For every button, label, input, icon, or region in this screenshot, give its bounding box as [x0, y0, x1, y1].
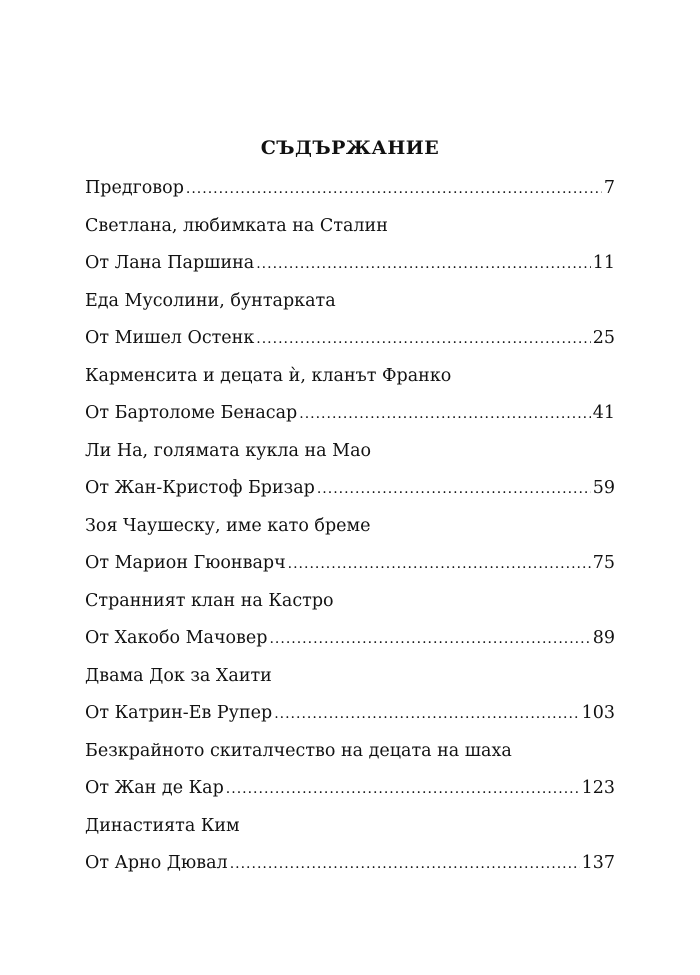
toc-entry-label: От Мишел Остенк	[85, 328, 255, 348]
toc-page-number: 103	[581, 703, 615, 723]
toc-page-number: 123	[581, 778, 615, 798]
toc-entry	[85, 626, 615, 664]
toc-page-number: 89	[592, 628, 615, 648]
dot-leader	[256, 327, 590, 351]
toc-entry-label: Предговор	[85, 178, 184, 198]
toc-entry	[85, 251, 615, 289]
toc-entry-label: От Жан-Кристоф Бризар	[85, 478, 315, 498]
toc-entry	[85, 551, 615, 589]
toc-entry	[85, 176, 615, 214]
toc-entry-label: От Жан де Кар	[85, 778, 224, 798]
toc-entry-label: От Бартоломе Бенасар	[85, 403, 298, 423]
toc-chapter-title: Странният клан на Кастро	[85, 590, 334, 611]
toc-entry	[85, 701, 615, 739]
dot-leader	[230, 852, 580, 876]
toc-entry	[85, 851, 615, 889]
toc-chapter-title: Династията Ким	[85, 815, 240, 836]
toc-entry-label: От Арно Дювал	[85, 853, 228, 873]
toc-page-number: 137	[581, 853, 615, 873]
toc-entry-label: От Катрин-Ев Рупер	[85, 703, 273, 723]
toc-entry	[85, 476, 615, 514]
toc-chapter-title: Светлана, любимката на Сталин	[85, 215, 388, 236]
toc-page-number: 59	[592, 478, 615, 498]
dot-leader	[186, 177, 602, 201]
toc-chapter-title: Двама Док за Хаити	[85, 665, 272, 686]
toc-page-number: 7	[603, 178, 615, 198]
dot-leader	[317, 477, 591, 501]
toc-page-number: 25	[592, 328, 615, 348]
dot-leader	[288, 552, 591, 576]
table-of-contents	[85, 176, 615, 889]
toc-chapter-title: Карменсита и децата ѝ, кланът Франко	[85, 365, 452, 386]
dot-leader	[299, 402, 590, 426]
dot-leader	[269, 627, 590, 651]
toc-entry-label: От Хакобо Мачовер	[85, 628, 268, 648]
toc-entry	[85, 326, 615, 364]
dot-leader	[226, 777, 580, 801]
dot-leader	[274, 702, 579, 726]
page-title: СЪДЪРЖАНИЕ	[260, 137, 440, 159]
toc-chapter-title: Зоя Чаушеску, име като бреме	[85, 515, 371, 536]
toc-page-number: 75	[592, 553, 615, 573]
toc-chapter-title: Безкрайното скиталчество на децата на шаха	[85, 740, 512, 761]
toc-chapter-title: Еда Мусолини, бунтарката	[85, 290, 336, 311]
toc-entry-label: От Марион Гюонварч	[85, 553, 286, 573]
toc-entry	[85, 776, 615, 814]
toc-page-number: 11	[592, 253, 615, 273]
toc-entry-label: От Лана Паршина	[85, 253, 255, 273]
toc-chapter-title: Ли На, голямата кукла на Мао	[85, 440, 372, 461]
dot-leader	[256, 252, 591, 276]
toc-page-number: 41	[592, 403, 615, 423]
toc-entry	[85, 401, 615, 439]
